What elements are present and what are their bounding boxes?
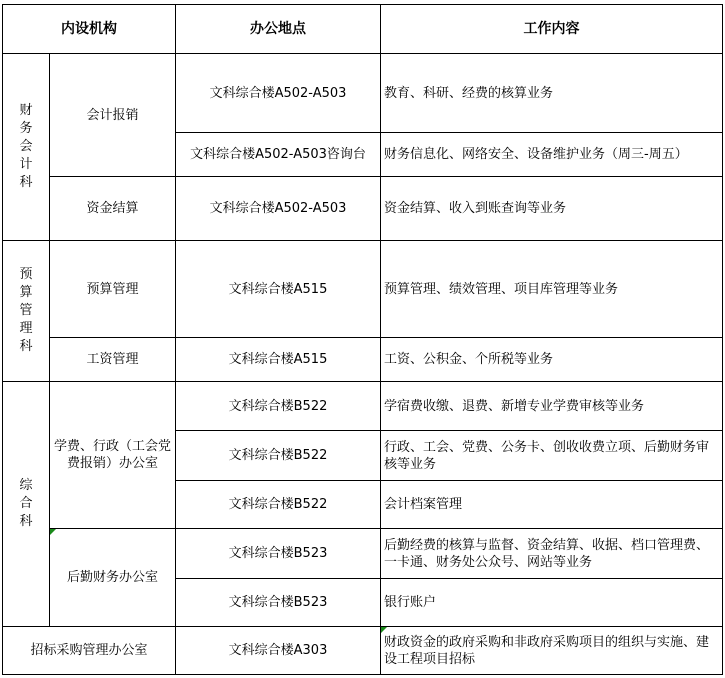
work-cell: 学宿费收缴、退费、新增专业学费审核等业务 <box>381 382 723 431</box>
unit-houqin: 后勤财务办公室 <box>50 529 176 627</box>
table-row <box>3 54 723 133</box>
location-cell: 文科综合楼B522 <box>176 431 381 481</box>
office-directory-table <box>2 4 723 675</box>
unit-kuaiji: 会计报销 <box>50 54 176 177</box>
group-caiwu: 财务会计科 <box>3 54 50 241</box>
work-cell: 行政、工会、党费、公务卡、创收收费立项、后勤财务审核等业务 <box>381 431 723 481</box>
table-row <box>3 529 723 579</box>
location-cell: 文科综合楼B523 <box>176 529 381 579</box>
location-cell: 文科综合楼A303 <box>176 627 381 675</box>
work-cell: 资金结算、收入到账查询等业务 <box>381 177 723 241</box>
work-cell: 教育、科研、经费的核算业务 <box>381 54 723 133</box>
unit-xuefei: 学费、行政（工会党费报销）办公室 <box>50 382 176 529</box>
location-cell: 文科综合楼B522 <box>176 481 381 529</box>
header-work: 工作内容 <box>381 5 723 54</box>
table-row <box>3 241 723 338</box>
unit-yusuan-guanli: 预算管理 <box>50 241 176 338</box>
location-cell: 文科综合楼A515 <box>176 241 381 338</box>
work-cell: 财务信息化、网络安全、设备维护业务（周三-周五） <box>381 133 723 177</box>
location-cell: 文科综合楼A502-A503 <box>176 177 381 241</box>
work-cell: 银行账户 <box>381 579 723 627</box>
location-cell: 文科综合楼A502-A503咨询台 <box>176 133 381 177</box>
unit-zhaobiao: 招标采购管理办公室 <box>3 627 176 675</box>
work-cell: 会计档案管理 <box>381 481 723 529</box>
group-yusuan: 预算管理科 <box>3 241 50 382</box>
table-row <box>3 382 723 431</box>
location-cell: 文科综合楼B522 <box>176 382 381 431</box>
header-row <box>3 5 723 54</box>
work-cell: 后勤经费的核算与监督、资金结算、收据、档口管理费、一卡通、财务处公众号、网站等业务 <box>381 529 723 579</box>
work-cell: 预算管理、绩效管理、项目库管理等业务 <box>381 241 723 338</box>
header-dept: 内设机构 <box>3 5 176 54</box>
header-location: 办公地点 <box>176 5 381 54</box>
unit-gongzi: 工资管理 <box>50 338 176 382</box>
group-zonghe: 综合科 <box>3 382 50 627</box>
work-cell: 财政资金的政府采购和非政府采购项目的组织与实施、建设工程项目招标 <box>381 627 723 675</box>
work-cell: 工资、公积金、个所税等业务 <box>381 338 723 382</box>
unit-zijin: 资金结算 <box>50 177 176 241</box>
location-cell: 文科综合楼A515 <box>176 338 381 382</box>
location-cell: 文科综合楼B523 <box>176 579 381 627</box>
location-cell: 文科综合楼A502-A503 <box>176 54 381 133</box>
table-row <box>3 177 723 241</box>
table-row <box>3 627 723 675</box>
table-row <box>3 338 723 382</box>
